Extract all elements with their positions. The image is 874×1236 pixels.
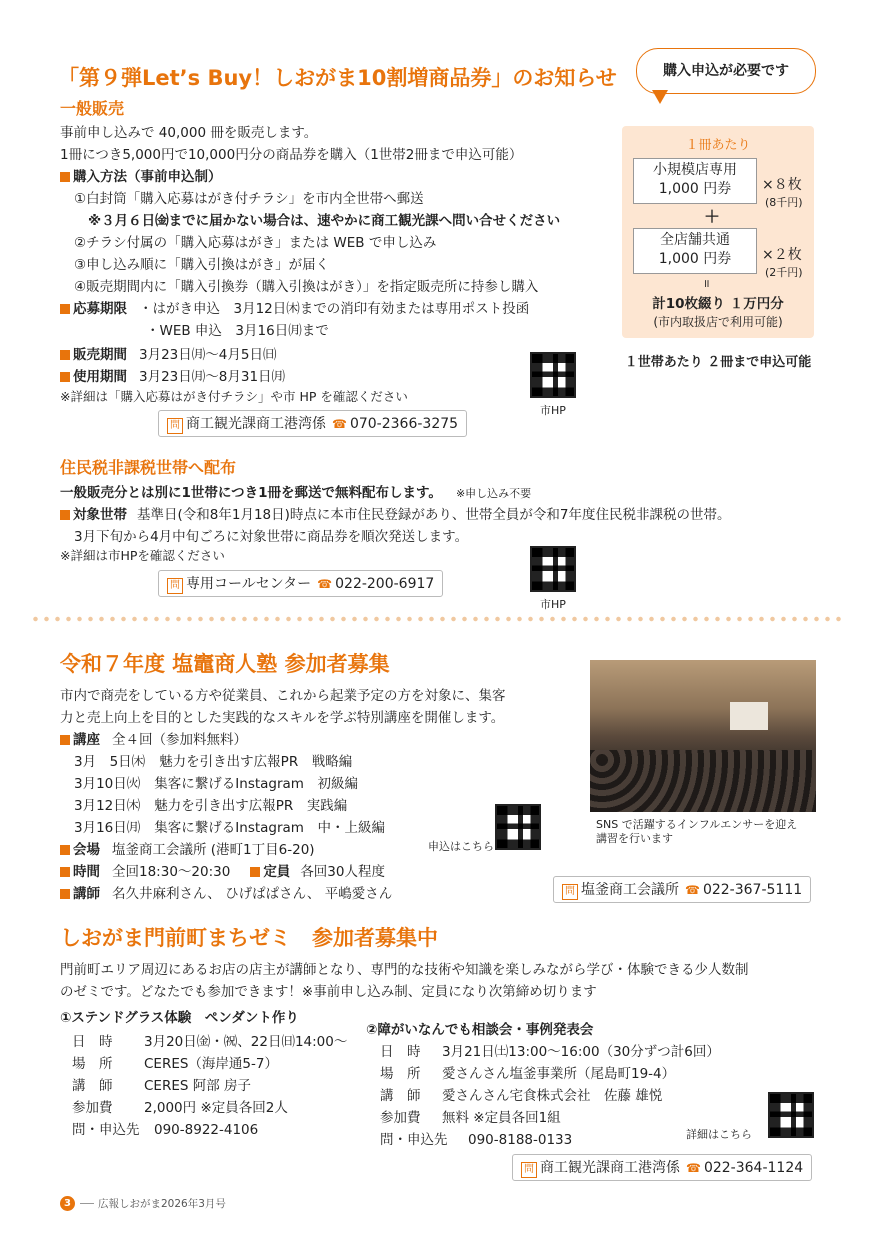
- event-key: 参加費: [380, 1110, 421, 1126]
- contact-icon: 問: [521, 1162, 537, 1178]
- contact-box-callcenter: [158, 570, 443, 597]
- seminar-photo: [590, 660, 816, 812]
- session-item: [74, 772, 358, 792]
- event-row: [72, 1052, 278, 1072]
- event-key: 参加費: [72, 1100, 113, 1116]
- qr-code-icon[interactable]: [530, 546, 576, 592]
- apply-row: [60, 297, 529, 317]
- session-date: 3月10日㈫: [74, 776, 141, 792]
- event-value: 無料 ※定員各回1組: [442, 1110, 561, 1126]
- event-key: 場 所: [380, 1066, 421, 1082]
- caption-line: 講習を行います: [596, 832, 673, 845]
- venue-value: 塩釜商工会議所 (港町1丁目6-20): [112, 842, 315, 858]
- contact-icon: 問: [562, 884, 578, 900]
- qr-label: 申込はこちら: [428, 840, 494, 853]
- text-line: 市内で商売をしている方や従業員、これから起業予定の方を対象に、集客: [60, 688, 506, 704]
- note-text: ※詳細は市HPを確認ください: [60, 548, 225, 563]
- event-title: ①ステンドグラス体験 ペンダント作り: [60, 1010, 299, 1026]
- contact-icon: 問: [167, 418, 183, 434]
- bullet-icon: [60, 845, 70, 855]
- bubble-tail-icon: [652, 90, 668, 104]
- phone-icon: ☎: [317, 577, 333, 591]
- event-key: 講 師: [72, 1078, 113, 1094]
- distribution-note: ※申し込み不要: [455, 487, 532, 500]
- target-value: 基準日(令和8年1月18日)時点に本市住民登録があり、世帯全員が令和7年度住民税非課税の世帯。: [137, 507, 731, 523]
- venue-label: 会場: [73, 842, 100, 858]
- apply-label: 応募期限: [73, 301, 127, 317]
- session-date: 3月16日㈪: [74, 820, 141, 836]
- sale-row: [60, 343, 276, 363]
- bullet-icon: [60, 867, 70, 877]
- event-value: 090-8188-0133: [468, 1132, 573, 1148]
- section-title-machizemi: しおがま門前町まちゼミ 参加者募集中: [60, 926, 438, 950]
- event-value: 3月20日㈮・㈷、22日㈰14:00～: [144, 1034, 348, 1050]
- subheading-general-sale: 一般販売: [60, 99, 125, 118]
- course-label: 講座: [73, 732, 100, 748]
- qr-code-icon[interactable]: [768, 1092, 814, 1138]
- target-followup: 3月下旬から4月中旬ごろに対象世帯に商品券を順次発送します。: [74, 529, 469, 545]
- event-value: 090-8922-4106: [154, 1122, 259, 1138]
- contact-name: 商工観光課商工港湾係: [186, 416, 326, 432]
- dotted-divider: [30, 616, 844, 622]
- event-value: 愛さんさん塩釜事業所（尾島町19-4）: [442, 1066, 676, 1082]
- course-row: [60, 728, 247, 748]
- event-value: 3月21日㈯13:00～16:00（30分ずつ計6回）: [442, 1044, 720, 1060]
- session-title: 魅力を引き出す広報PR 実践編: [154, 798, 348, 814]
- bullet-icon: [60, 510, 70, 520]
- use-value: 3月23日㈪～8月31日㈪: [139, 369, 286, 385]
- event-value: 愛さんさん宅食株式会社 佐藤 雄悦: [442, 1088, 663, 1104]
- audience-shape: [590, 750, 816, 812]
- voucher-type: 小規模店専用: [653, 162, 737, 178]
- qr-code-icon[interactable]: [530, 352, 576, 398]
- contact-name: 商工観光課商工港湾係: [540, 1160, 680, 1176]
- screen-shape: [730, 702, 768, 730]
- text-line: 事前申し込みで 40,000 冊を販売します。: [60, 125, 318, 141]
- event-key: 日 時: [72, 1034, 113, 1050]
- event-row: [380, 1106, 561, 1126]
- plus-icon: ＋: [704, 207, 721, 226]
- session-item: [74, 794, 347, 814]
- footer-dash: [80, 1203, 94, 1204]
- voucher-small-shop: [633, 158, 757, 204]
- multiplier-note: (2千円): [765, 266, 803, 279]
- event-row: [380, 1128, 572, 1148]
- event-row: [380, 1040, 720, 1060]
- sale-value: 3月23日㈪～4月5日㈰: [139, 347, 277, 363]
- bullet-icon: [250, 867, 260, 877]
- contact-phone[interactable]: 070-2366-3275: [349, 416, 459, 432]
- contact-phone[interactable]: 022-200-6917: [335, 576, 435, 592]
- per-book-label: １冊あたり: [685, 138, 751, 153]
- session-title: 集客に繋げるInstagram 初級編: [154, 776, 358, 792]
- multiplier-note: (8千円): [765, 196, 803, 209]
- bullet-icon: [60, 372, 70, 382]
- section-title-shohinken: 「第９弾Let’s Buy！しおがま10割増商品券」のお知らせ: [58, 66, 617, 90]
- time-row: [60, 860, 385, 880]
- footer-text: 広報しおがま2026年3月号: [98, 1198, 226, 1210]
- contact-name: 塩釜商工会議所: [581, 882, 679, 898]
- voucher-type: 全店舗共通: [660, 232, 730, 248]
- multiplier: ×２枚: [762, 247, 802, 263]
- event-row: [72, 1118, 258, 1138]
- target-row: [60, 503, 730, 523]
- phone-icon: ☎: [685, 883, 700, 897]
- bullet-icon: [60, 304, 70, 314]
- section-title-juku: 令和７年度 塩竈商人塾 参加者募集: [60, 652, 390, 676]
- event-value: 2,000円 ※定員各回2人: [144, 1100, 288, 1116]
- subheading-tax-exempt: 住民税非課税世帯へ配布: [60, 458, 237, 477]
- distribution-text: [60, 481, 531, 501]
- use-row: [60, 365, 285, 385]
- course-value: 全４回（参加料無料）: [112, 732, 247, 748]
- apply-value: ・はがき申込 3月12日㈭までの消印有効または専用ポスト投函: [139, 301, 530, 317]
- use-label: 使用期間: [73, 369, 127, 385]
- session-date: 3月 5日㈭: [74, 754, 146, 770]
- event-key: 講 師: [380, 1088, 421, 1104]
- time-label: 時間: [73, 864, 100, 880]
- event-key: 場 所: [72, 1056, 113, 1072]
- distribution-main: 一般販売分とは別に1世帯につき1冊を郵送で無料配布します。: [60, 485, 442, 501]
- step-warning: ※３月６日㈮までに届かない場合は、速やかに商工観光課へ問い合せください: [88, 213, 561, 229]
- session-title: 魅力を引き出す広報PR 戦略編: [159, 754, 353, 770]
- time-value: 全回18:30～20:30: [112, 864, 231, 880]
- contact-phone[interactable]: 022-364-1124: [703, 1160, 804, 1176]
- event-row: [380, 1062, 675, 1082]
- sale-label: 販売期間: [73, 347, 127, 363]
- apply-value-web: ・WEB 申込 3月16日㈪まで: [146, 323, 329, 339]
- note-text: ※詳細は「購入応募はがき付チラシ」や市 HP を確認ください: [60, 389, 408, 404]
- capacity-value: 各回30人程度: [300, 864, 385, 880]
- capacity-label: 定員: [263, 864, 291, 880]
- lecturer-label: 講師: [73, 886, 100, 902]
- photo-caption: [596, 818, 797, 846]
- multiplier: ×８枚: [762, 177, 802, 193]
- speech-bubble: [636, 48, 816, 94]
- step-item: ③申し込み順に「購入引換はがき」が届く: [74, 257, 330, 273]
- target-label: 対象世帯: [73, 507, 127, 523]
- event-value: CERES（海岸通5-7）: [144, 1056, 278, 1072]
- contact-box-shoko-2: [512, 1154, 812, 1181]
- contact-name: 専用コールセンター: [186, 576, 312, 592]
- qr-code-icon[interactable]: [495, 804, 541, 850]
- contact-box-shoko: [158, 410, 467, 437]
- step-item: ④販売期間内に「購入引換券（購入引換はがき）」を指定販売所に持参し購入: [74, 279, 539, 295]
- event-row: [380, 1084, 662, 1104]
- caption-line: SNS で活躍するインフルエンサーを迎え: [596, 818, 798, 831]
- text-line: のゼミです。どなたでも参加できます！※事前申し込み制、定員になり次第締め切ります: [60, 984, 597, 1000]
- bullet-icon: [60, 350, 70, 360]
- event-key: 日 時: [380, 1044, 421, 1060]
- total-text: 計10枚綴り １万円分: [652, 296, 784, 312]
- event-key: 問・申込先: [72, 1122, 140, 1138]
- event-key: 問・申込先: [380, 1132, 448, 1148]
- session-item: [74, 816, 385, 836]
- event-value: CERES 阿部 房子: [144, 1078, 252, 1094]
- method-heading: [60, 165, 222, 185]
- session-item: [74, 750, 352, 770]
- text-line: 1冊につき5,000円で10,000円分の商品券を購入（1世帯2冊まで申込可能）: [60, 147, 523, 163]
- household-limit: １世帯あたり ２冊まで申込可能: [624, 355, 812, 370]
- event-row: [72, 1096, 288, 1116]
- lecturer-row: [60, 882, 392, 902]
- session-date: 3月12日㈭: [74, 798, 141, 814]
- bullet-icon: [60, 889, 70, 899]
- equals-icon: ॥: [703, 277, 710, 290]
- bullet-icon: [60, 172, 70, 182]
- text-line: 門前町エリア周辺にあるお店の店主が講師となり、専門的な技術や知識を楽しみながら学び・体験できる少人数制: [60, 962, 749, 978]
- lecturer-value: 名久井麻利さん、 ひげぱぱさん、 平嶋愛さん: [112, 886, 393, 902]
- phone-icon: ☎: [332, 417, 347, 431]
- session-title: 集客に繋げるInstagram 中・上級編: [154, 820, 385, 836]
- event-row: [72, 1030, 347, 1050]
- bullet-icon: [60, 735, 70, 745]
- text-line: 力と売上向上を目的とした実践的なスキルを学ぶ特別講座を開催します。: [60, 710, 505, 726]
- voucher-value: 1,000 円券: [658, 251, 732, 267]
- bubble-text: 購入申込が必要です: [663, 63, 789, 79]
- step-item: ①白封筒「購入応募はがき付チラシ」を市内全世帯へ郵送: [74, 191, 424, 207]
- voucher-all-shop: [633, 228, 757, 274]
- phone-icon: ☎: [686, 1161, 701, 1175]
- venue-row: [60, 838, 315, 858]
- voucher-value: 1,000 円券: [658, 181, 732, 197]
- contact-phone[interactable]: 022-367-5111: [702, 882, 803, 898]
- step-item: ②チラシ付属の「購入応募はがき」または WEB で申し込み: [74, 235, 437, 251]
- page-number-badge: 3: [60, 1196, 75, 1211]
- qr-label: 市HP: [540, 598, 566, 611]
- contact-box-cci: [553, 876, 811, 903]
- total-note: (市内取扱店で利用可能): [653, 315, 783, 329]
- contact-icon: 問: [167, 578, 183, 594]
- event-title: ②障がいなんでも相談会・事例発表会: [366, 1022, 594, 1038]
- event-row: [72, 1074, 251, 1094]
- qr-label: 市HP: [540, 404, 566, 417]
- method-label: 購入方法（事前申込制）: [73, 169, 222, 185]
- qr-label: 詳細はこちら: [686, 1128, 752, 1141]
